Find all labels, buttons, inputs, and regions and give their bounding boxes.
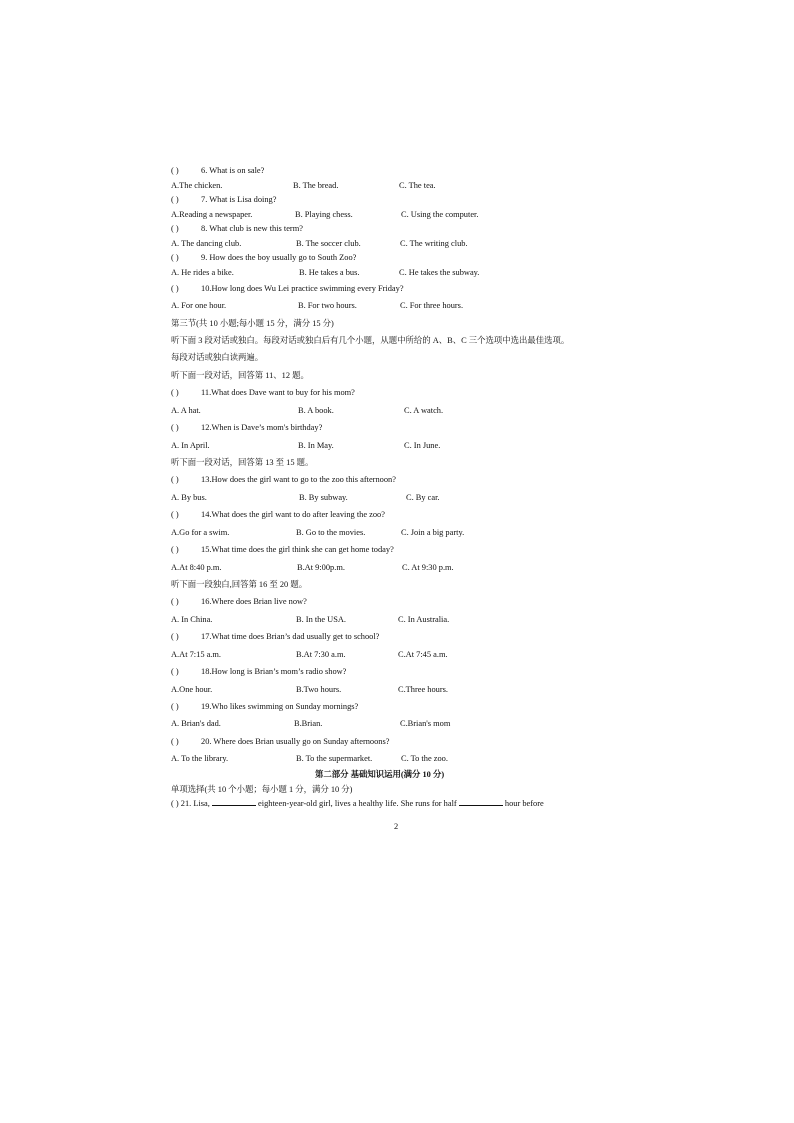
q21-paren: ( ) — [171, 799, 179, 808]
question-7: ( ) 7. What is Lisa doing? — [171, 195, 277, 204]
q16-option-c: C. In Australia. — [398, 615, 450, 624]
q12-option-c: C. In June. — [404, 441, 441, 450]
q12-option-a: A. In April. — [171, 441, 210, 450]
q11-option-a: A. A hat. — [171, 406, 201, 415]
q11-option-b: B. A book. — [298, 406, 334, 415]
q15-option-a: A.At 8:40 p.m. — [171, 563, 222, 572]
page-number: 2 — [394, 822, 399, 831]
q20-option-a: A. To the library. — [171, 754, 229, 763]
q11-option-c: C. A watch. — [404, 406, 444, 415]
q9-option-c: C. He takes the subway. — [399, 268, 480, 277]
question-12: ( ) 12.When is Dave’s mom's birthday? — [171, 423, 323, 432]
q20-option-c: C. To the zoo. — [401, 754, 448, 763]
q21-text-middle: eighteen-year-old girl, lives a healthy life. She runs for half — [258, 799, 457, 808]
q6-option-b: B. The bread. — [293, 181, 339, 190]
q14-option-c: C. Join a big party. — [401, 528, 465, 537]
q13-option-c: C. By car. — [406, 493, 440, 502]
section-3-title: 第三节(共 10 小题;每小题 15 分，满分 15 分) — [171, 319, 334, 328]
part-2-title: 第二部分 基础知识运用(满分 10 分) — [315, 770, 445, 779]
section-3-instructions: 听下面 3 段对话或独白。每段对话或独白后有几个小题，从题中所给的 A、B、C 三个选项中选出最佳选项。 — [171, 336, 570, 345]
question-15: ( ) 15.What time does the girl think she can get home today? — [171, 545, 394, 554]
q15-option-b: B.At 9:00p.m. — [297, 563, 345, 572]
q17-option-a: A.At 7:15 a.m. — [171, 650, 222, 659]
question-9: ( ) 9. How does the boy usually go to South Zoo? — [171, 253, 357, 262]
q14-option-a: A.Go for a swim. — [171, 528, 230, 537]
question-16: ( ) 16.Where does Brian live now? — [171, 597, 307, 606]
q6-option-a: A.The chicken. — [171, 181, 223, 190]
question-21 — [171, 798, 544, 809]
q9-option-b: B. He takes a bus. — [299, 268, 360, 277]
question-13: ( ) 13.How does the girl want to go to the zoo this afternoon? — [171, 475, 396, 484]
q15-option-c: C. At 9:30 p.m. — [402, 563, 454, 572]
q14-option-b: B. Go to the movies. — [296, 528, 366, 537]
q10-option-b: B. For two hours. — [298, 301, 357, 310]
q6-option-c: C. The tea. — [399, 181, 436, 190]
q20-option-b: B. To the supermarket. — [296, 754, 373, 763]
group-2-instructions: 听下面一段对话，回答第 13 至 15 题。 — [171, 458, 314, 467]
q19-option-c: C.Brian's mom — [400, 719, 451, 728]
question-11: ( ) 11.What does Dave want to buy for his mom? — [171, 388, 355, 397]
q13-option-a: A. By bus. — [171, 493, 207, 502]
question-6: ( ) 6. What is on sale? — [171, 166, 265, 175]
q10-option-c: C. For three hours. — [400, 301, 464, 310]
q8-option-b: B. The soccer club. — [296, 239, 361, 248]
q18-option-a: A.One hour. — [171, 685, 213, 694]
part-2-subtitle: 单项选择(共 10 个小题；每小题 1 分，满分 10 分) — [171, 785, 353, 794]
question-8: ( ) 8. What club is new this term? — [171, 224, 303, 233]
question-14: ( ) 14.What does the girl want to do after leaving the zoo? — [171, 510, 385, 519]
q17-option-c: C.At 7:45 a.m. — [398, 650, 448, 659]
q21-blank-2 — [459, 798, 503, 806]
q18-option-c: C.Three hours. — [398, 685, 449, 694]
q18-option-b: B.Two hours. — [296, 685, 342, 694]
q19-option-b: B.Brian. — [294, 719, 323, 728]
q16-option-b: B. In the USA. — [296, 615, 347, 624]
q21-text-start: 21. Lisa, — [180, 799, 210, 808]
q8-option-a: A. The dancing club. — [171, 239, 242, 248]
q8-option-c: C. The writing club. — [400, 239, 468, 248]
q7-option-a: A.Reading a newspaper. — [171, 210, 253, 219]
question-18: ( ) 18.How long is Brian’s mom’s radio show? — [171, 667, 347, 676]
q7-option-b: B. Playing chess. — [295, 210, 353, 219]
q19-option-a: A. Brian's dad. — [171, 719, 221, 728]
q17-option-b: B.At 7:30 a.m. — [296, 650, 346, 659]
question-10: ( ) 10.How long does Wu Lei practice swimming every Friday? — [171, 284, 404, 293]
q7-option-c: C. Using the computer. — [401, 210, 479, 219]
group-1-instructions: 听下面一段对话，回答第 11、12 题。 — [171, 371, 309, 380]
q9-option-a: A. He rides a bike. — [171, 268, 234, 277]
q10-option-a: A. For one hour. — [171, 301, 227, 310]
q12-option-b: B. In May. — [298, 441, 334, 450]
section-3-instructions-2: 每段对话或独白读两遍。 — [171, 353, 264, 362]
q21-text-end: hour before — [504, 799, 544, 808]
question-20: ( ) 20. Where does Brian usually go on Sunday afternoons? — [171, 737, 390, 746]
question-19: ( ) 19.Who likes swimming on Sunday mornings? — [171, 702, 359, 711]
q16-option-a: A. In China. — [171, 615, 213, 624]
q13-option-b: B. By subway. — [299, 493, 348, 502]
q21-blank-1 — [212, 798, 256, 806]
question-17: ( ) 17.What time does Brian’s dad usually get to school? — [171, 632, 380, 641]
group-3-instructions: 听下面一段独白,回答第 16 至 20 题。 — [171, 580, 308, 589]
